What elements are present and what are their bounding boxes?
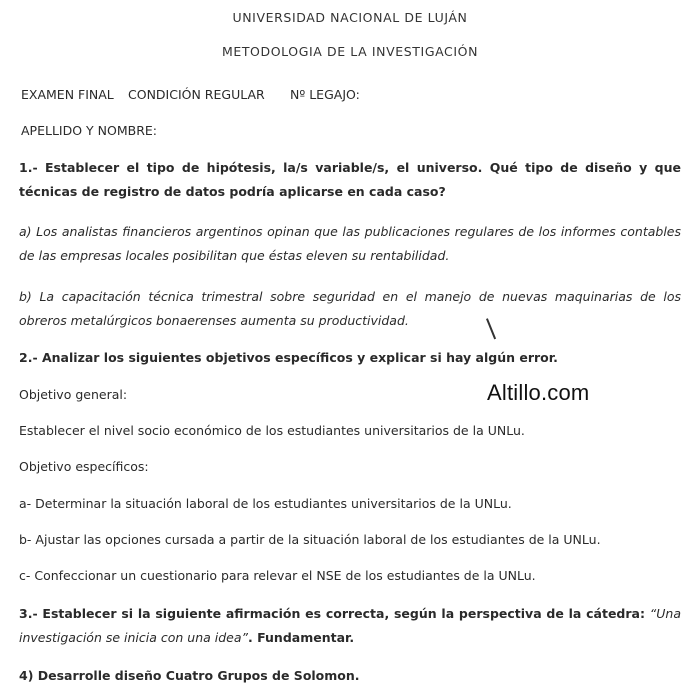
question-2: 2.- Analizar los siguientes objetivos específicos y explicar si hay algún error. <box>19 350 558 365</box>
general-objective-label: Objetivo general: <box>19 387 128 402</box>
question-3 <box>19 602 681 650</box>
question-1: 1.- Establecer el tipo de hipótesis, la/s variable/s, el universo. Qué tipo de diseño y que técnicas de registro de datos podría aplicarse en cada caso? <box>19 160 681 199</box>
general-objective-text: Establecer el nivel socio económico de los estudiantes universitarios de la UNLu. <box>19 423 525 438</box>
specific-objective-c: c- Confeccionar un cuestionario para relevar el NSE de los estudiantes de la UNLu. <box>19 568 536 583</box>
watermark: Altillo.com <box>487 380 590 405</box>
question-3-text: 3.- Establecer si la siguiente afirmación es correcta, según la perspectiva de la cátedra: <box>19 606 645 621</box>
question-4: 4) Desarrolle diseño Cuatro Grupos de Solomon. <box>19 668 360 683</box>
specific-objective-b: b- Ajustar las opciones cursada a partir de la situación laboral de los estudiantes de la UNLu. <box>19 532 601 547</box>
legajo-label: Nº LEGAJO: <box>290 87 360 102</box>
specific-objectives-label: Objetivo específicos: <box>19 459 149 474</box>
specific-objective-a: a- Determinar la situación laboral de los estudiantes universitarios de la UNLu. <box>19 496 512 511</box>
question-3-instruction: . Fundamentar. <box>248 630 355 645</box>
question-1-item-b: b) La capacitación técnica trimestral sobre seguridad en el manejo de nuevas maquinarias de los obreros metalúrgicos bonaerenses aumenta su productividad. <box>19 289 681 328</box>
exam-condition: CONDICIÓN REGULAR <box>128 87 265 102</box>
exam-type: EXAMEN FINAL <box>21 87 114 102</box>
question-1-item-a: a) Los analistas financieros argentinos opinan que las publicaciones regulares de los informes contables de las empresas locales posibilitan que éstas eleven su rentabilidad. <box>19 224 681 263</box>
question-3-quote: “Una investigación se inicia con una idea” <box>19 606 681 645</box>
subject-title: METODOLOGIA DE LA INVESTIGACIÓN <box>221 44 479 59</box>
university-title: UNIVERSIDAD NACIONAL DE LUJÁN <box>232 10 468 25</box>
name-label: APELLIDO Y NOMBRE: <box>21 123 157 138</box>
